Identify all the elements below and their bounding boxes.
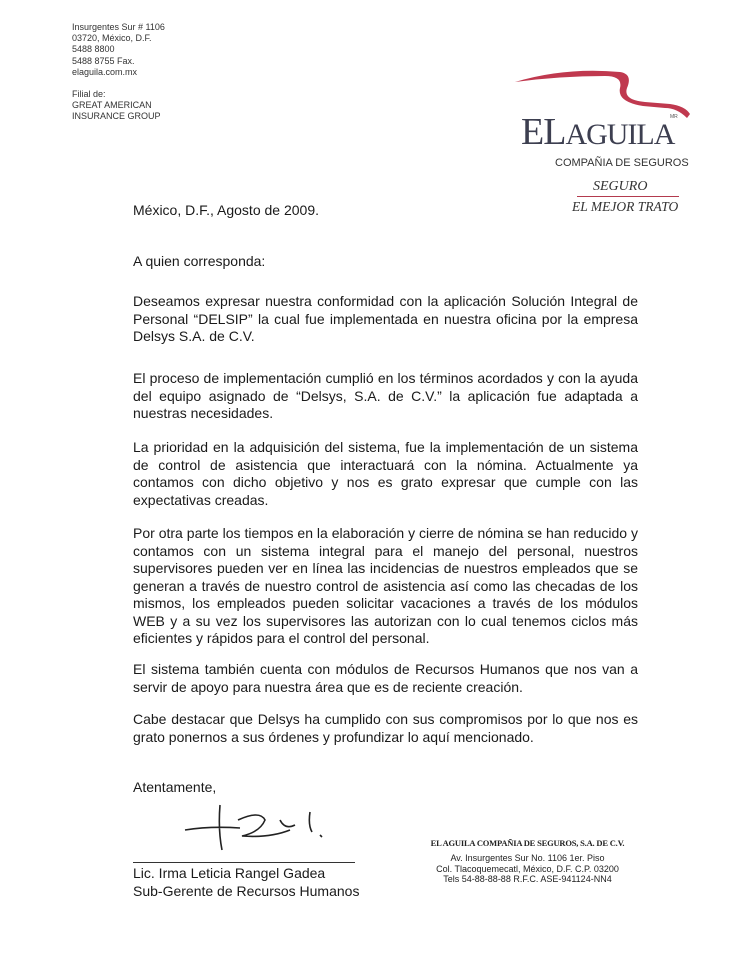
paragraph: La prioridad en la adquisición del sistema, fue la implementación de un sistema de control de asistencia que interactuará con la nómina. Actualmente ya contamos con dicho objetivo y nos es grato expresar que cumple con las expectativas creadas. [133,439,638,508]
stamp-line: Col. Tlacoquemecatl, México, D.F. C.P. 03200 [436,863,619,874]
paragraph: El proceso de implementación cumplió en los términos acordados y con la ayuda del equipo asignado de “Delsys, S.A. de C.V.” la aplicación fue adaptada a nuestras necesidades. [133,370,638,421]
affiliate-name: INSURANCE GROUP [72,111,161,122]
signature-line [133,862,355,863]
company-stamp [415,838,640,885]
logo-aguila: AGUILA [565,118,675,151]
signature-icon [180,800,340,860]
salutation: A quien corresponda: [133,253,266,269]
affiliate-label: Filial de: [72,89,106,100]
fax: 5488 8755 Fax. [72,55,135,66]
paragraph: Deseamos expresar nuestra conformidad con la aplicación Solución Integral de Personal “DELSIP” la cual fue implementada en nuestra oficina por la empresa Delsys S.A. de C.V. [133,293,638,344]
signer-name: Lic. Irma Leticia Rangel Gadea [133,865,326,881]
logo-subtitle: COMPAÑIA DE SEGUROS [555,157,689,169]
stamp-line: Tels 54-88-88-88 R.F.C. ASE-941124-NN4 [443,874,612,884]
stamp-company: EL AGUILA COMPAÑIA DE SEGUROS, S.A. DE C.V. [430,838,625,848]
address-line: 03720, México, D.F. [72,33,152,44]
logo-el: EL [521,111,566,153]
logo-divider [577,196,679,197]
logo-tagline: EL MEJOR TRATO [572,199,679,214]
paragraph: El sistema también cuenta con módulos de Recursos Humanos que nos van a servir de apoyo para nuestra área que es de reciente creación. [133,661,638,695]
phone: 5488 8800 [72,44,115,55]
company-logo [505,62,705,222]
letter-date: México, D.F., Agosto de 2009. [133,202,319,218]
letterhead-address [72,22,165,123]
affiliate-name: GREAT AMERICAN [72,100,152,111]
signer-title: Sub-Gerente de Recursos Humanos [133,883,360,899]
stamp-line: Av. Insurgentes Sur No. 1106 1er. Piso [450,853,605,863]
closing: Atentamente, [133,779,217,795]
website: elaguila.com.mx [72,66,138,77]
paragraph: Por otra parte los tiempos en la elaboración y cierre de nómina se han reducido y contamos con un sistema integral para el manejo del personal, nuestros supervisores pueden ver en línea las incidencias de nuestros empleados que se generan a través de nuestro control de asistencia así como las checadas de los mismos, los empleados pueden solicitar vacaciones a través de los módulos WEB y a su vez los supervisores las autorizan con lo cual tenemos ciclos más eficientes y rápidos para el control del personal. [133,525,638,646]
address-line: Insurgentes Sur # 1106 [72,22,165,32]
logo-tagline: SEGURO [593,179,648,194]
paragraph: Cabe destacar que Delsys ha cumplido con sus compromisos por lo que nos es grato ponernos a sus órdenes y profundizar lo aquí mencionado. [133,711,638,745]
trademark-mark: MR [670,114,678,120]
